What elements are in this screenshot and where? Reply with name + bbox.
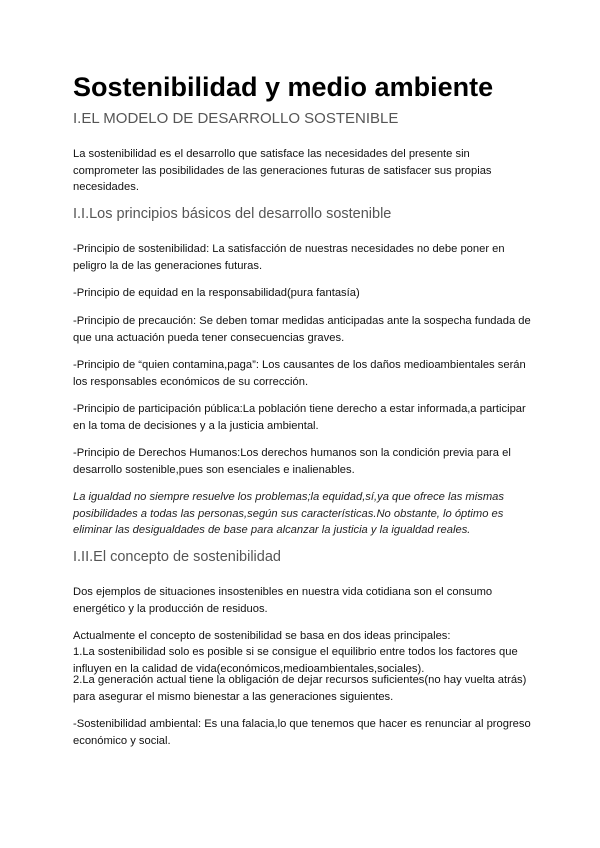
principle-equidad: -Principio de equidad en la responsabilidad(pura fantasía) bbox=[73, 287, 360, 299]
sostenibilidad-ambiental: -Sostenibilidad ambiental: Es una falacia,lo que tenemos que hacer es renunciar al progreso económico y social. bbox=[73, 718, 531, 747]
principle-quien-contamina: -Principio de “quien contamina,paga”: Los causantes de los daños medioambientales serán los responsables económicos de su corrección. bbox=[73, 359, 526, 388]
idea-2: 2.La generación actual tiene la obligación de dejar recursos suficientes(no hay vuelta atrás) para asegurar el mismo bienestar a las generaciones siguientes. bbox=[73, 674, 527, 703]
ideas-intro: Actualmente el concepto de sostenibilidad se basa en dos ideas principales: bbox=[73, 630, 451, 642]
subsection-heading-concepto: I.II.El concepto de sostenibilidad bbox=[73, 549, 281, 565]
principle-precaucion: -Principio de precaución: Se deben tomar medidas anticipadas ante la sospecha fundada de que una actuación pueda tener consecuencias graves. bbox=[73, 315, 531, 344]
concepto-paragraph: Dos ejemplos de situaciones insostenibles en nuestra vida cotidiana son el consumo energético y la producción de residuos. bbox=[73, 586, 493, 615]
principle-derechos-humanos: -Principio de Derechos Humanos:Los derechos humanos son la condición previa para el desarrollo sostenible,pues son esenciales e inalienables. bbox=[73, 447, 511, 476]
subsection-heading-principios: I.I.Los principios básicos del desarrollo sostenible bbox=[73, 206, 392, 222]
section-heading-modelo: I.EL MODELO DE DESARROLLO SOSTENIBLE bbox=[73, 110, 399, 127]
page-title: Sostenibilidad y medio ambiente bbox=[73, 72, 494, 102]
equity-note: La igualdad no siempre resuelve los problemas;la equidad,sí,ya que ofrece las mismas posibilidades a todas las personas,según sus características.No obstante, lo óptimo es eliminar las desigualdades de base para alcanzar la justicia y la igualdad reales. bbox=[73, 491, 504, 536]
principle-sostenibilidad: -Principio de sostenibilidad: La satisfacción de nuestras necesidades no debe poner en peligro la de las generaciones futuras. bbox=[73, 243, 505, 272]
principle-participacion: -Principio de participación pública:La población tiene derecho a estar informada,a participar en la toma de decisiones y a la justicia ambiental. bbox=[73, 403, 526, 432]
intro-paragraph: La sostenibilidad es el desarrollo que satisface las necesidades del presente sin comprometer las posibilidades de las generaciones futuras de satisfacer sus propias necesidades. bbox=[73, 148, 492, 193]
idea-1: 1.La sostenibilidad solo es posible si se consigue el equilibrio entre todos los factores que influyen en la calidad de vida(económicos,medioambientales,sociales). bbox=[73, 646, 518, 675]
